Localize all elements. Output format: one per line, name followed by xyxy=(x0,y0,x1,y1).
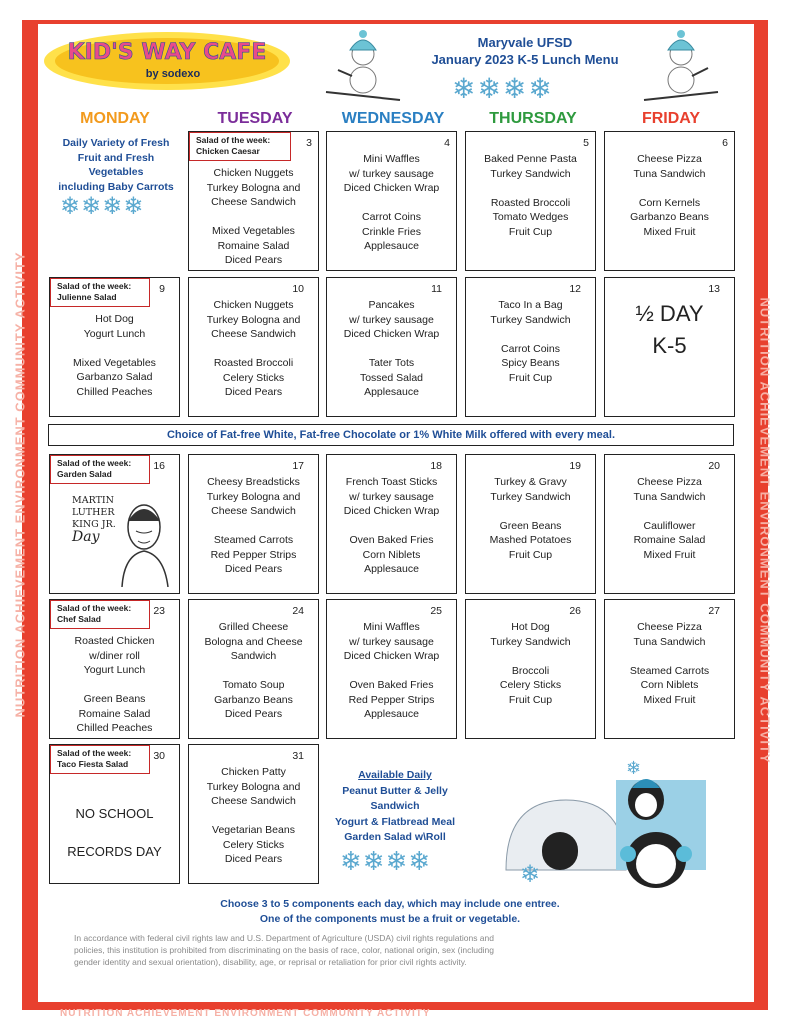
day-cell-jan-23 xyxy=(49,599,180,739)
date-number: 23 xyxy=(153,605,165,617)
menu-item: Applesauce xyxy=(364,240,419,252)
note-line: Daily Variety of Fresh xyxy=(62,137,170,149)
date-number: 16 xyxy=(153,460,165,472)
menu-item: Oven Baked Fries xyxy=(349,534,434,546)
menu-item: Cheese Sandwich xyxy=(211,196,296,208)
available-item: Garden Salad w\Roll xyxy=(344,831,446,843)
menu-item xyxy=(466,504,595,519)
menu-item: Spicy Beans xyxy=(501,357,560,369)
snowflakes-header: ❄❄❄❄ xyxy=(452,73,554,104)
day-cell-jan-16 xyxy=(49,454,180,594)
menu-item: Diced Chicken Wrap xyxy=(343,650,440,662)
date-number: 3 xyxy=(306,137,312,149)
menu-items xyxy=(327,620,456,722)
menu-item: Tomato Wedges xyxy=(492,211,569,223)
menu-item: Corn Kernels xyxy=(638,196,701,209)
note-line: Vegetables xyxy=(88,166,144,178)
menu-items xyxy=(466,298,595,385)
menu-item: Sandwich xyxy=(230,650,277,662)
salad-label: Salad of the week: xyxy=(57,748,132,758)
day-cell-jan-31 xyxy=(188,744,319,884)
salad-label: Salad of the week: xyxy=(196,135,271,145)
half-day-notice xyxy=(605,298,734,362)
date-number: 25 xyxy=(430,605,442,617)
menu-item: Cheese Pizza xyxy=(637,621,702,633)
menu-item: Cauliflower xyxy=(643,519,696,532)
menu-items xyxy=(189,166,318,268)
menu-item xyxy=(50,678,179,693)
date-number: 4 xyxy=(444,137,450,149)
menu-item: Fruit Cup xyxy=(508,371,553,384)
day-cell-jan-26 xyxy=(465,599,596,739)
menu-items xyxy=(50,312,179,399)
menu-item: Garbanzo Salad xyxy=(76,371,153,383)
salad-of-week xyxy=(50,455,150,484)
menu-item: Garbanzo Beans xyxy=(214,693,293,706)
menu-item: Diced Pears xyxy=(224,386,283,398)
day-header-tuesday: TUESDAY xyxy=(217,110,293,127)
menu-item: Romaine Salad xyxy=(633,534,706,546)
date-number: 26 xyxy=(569,605,581,617)
menu-item xyxy=(327,664,456,679)
day-header-friday: FRIDAY xyxy=(641,110,701,127)
menu-items xyxy=(327,475,456,577)
menu-item: Turkey Sandwich xyxy=(490,490,571,503)
day-cell-jan-4 xyxy=(326,131,457,271)
menu-title: January 2023 K-5 Lunch Menu xyxy=(431,52,619,67)
menu-item: Yogurt Lunch xyxy=(83,664,146,676)
available-item: Peanut Butter & Jelly xyxy=(342,784,448,797)
menu-item: w/ turkey sausage xyxy=(349,635,434,648)
menu-item: Baked Penne Pasta xyxy=(484,153,577,165)
menu-item: Mashed Potatoes xyxy=(489,534,572,546)
menu-items xyxy=(466,475,595,562)
menu-header xyxy=(400,34,650,68)
menu-item: Red Pepper Strips xyxy=(348,693,435,706)
menu-item: Tomato Soup xyxy=(222,679,285,691)
menu-item: Taco In a Bag xyxy=(498,299,563,311)
menu-item: Fruit Cup xyxy=(508,225,553,238)
mlk-line: KING JR. xyxy=(72,519,116,530)
day-cell-jan-18 xyxy=(326,454,457,594)
day-cell-jan-6 xyxy=(604,131,735,271)
salad-name: Julienne Salad xyxy=(57,292,117,302)
menu-item xyxy=(466,327,595,342)
menu-items xyxy=(605,620,734,707)
menu-items xyxy=(189,620,318,722)
menu-item: Chicken Nuggets xyxy=(213,299,294,311)
components-line: Choose 3 to 5 components each day, which may include one entree. xyxy=(220,898,560,910)
available-daily xyxy=(330,768,460,846)
menu-item: Turkey Bologna and xyxy=(206,313,301,326)
menu-item: Grilled Cheese xyxy=(218,621,289,633)
menu-item xyxy=(189,210,318,225)
menu-item: Mixed Vegetables xyxy=(212,225,295,237)
day-cell-jan-17 xyxy=(188,454,319,594)
menu-item: Diced Chicken Wrap xyxy=(343,505,440,517)
menu-item: Celery Sticks xyxy=(222,838,285,851)
menu-item: Broccoli xyxy=(511,664,550,677)
menu-item: Fruit Cup xyxy=(508,548,553,561)
menu-item: Bologna and Cheese xyxy=(204,635,303,648)
date-number: 6 xyxy=(722,137,728,149)
menu-item: Steamed Carrots xyxy=(213,534,294,546)
day-cell-jan-25 xyxy=(326,599,457,739)
menu-item: Cheese Sandwich xyxy=(211,328,296,340)
no-school-label: NO SCHOOL xyxy=(75,806,154,821)
salad-name: Taco Fiesta Salad xyxy=(57,759,129,769)
menu-item: Steamed Carrots xyxy=(629,664,710,677)
menu-item xyxy=(50,341,179,356)
menu-item: Fruit Cup xyxy=(508,693,553,706)
menu-item xyxy=(466,649,595,664)
half-day-label: ½ DAY xyxy=(635,301,704,326)
menu-item: Celery Sticks xyxy=(222,371,285,384)
menu-item xyxy=(189,809,318,824)
salad-name: Garden Salad xyxy=(57,469,112,479)
border-text-bottom: NUTRITION ACHIEVEMENT ENVIRONMENT COMMUNITY ACTIVITY xyxy=(60,1008,431,1019)
menu-item: Turkey Bologna and xyxy=(206,490,301,503)
salad-of-week xyxy=(189,132,291,161)
day-cell-jan-5 xyxy=(465,131,596,271)
border-text-right: NUTRITION ACHIEVEMENT ENVIRONMENT COMMUNITY ACTIVITY xyxy=(757,297,773,764)
menu-item: Corn Niblets xyxy=(640,679,699,691)
logo-subtitle: by sodexo xyxy=(145,68,201,80)
menu-item xyxy=(605,181,734,196)
day-header-monday: MONDAY xyxy=(80,110,150,127)
menu-item: Yogurt Lunch xyxy=(83,327,146,340)
available-heading: Available Daily xyxy=(358,769,432,781)
menu-item: Red Pepper Strips xyxy=(210,548,297,561)
day-header-thursday: THURSDAY xyxy=(489,110,577,127)
menu-item: Mixed Vegetables xyxy=(73,356,156,369)
menu-items xyxy=(189,475,318,577)
menu-item: Cheese Pizza xyxy=(637,476,702,488)
date-number: 24 xyxy=(292,605,304,617)
menu-item xyxy=(189,519,318,534)
snowman-left-icon xyxy=(318,30,408,102)
menu-item xyxy=(327,519,456,534)
day-cell-jan-12 xyxy=(465,277,596,417)
note-line: Fruit and Fresh xyxy=(77,151,155,164)
menu-item: Roasted Chicken xyxy=(74,635,155,647)
menu-item: Celery Sticks xyxy=(499,679,562,691)
day-cell-jan-3 xyxy=(188,131,319,271)
menu-item: Mixed Fruit xyxy=(643,548,696,561)
menu-item: Oven Baked Fries xyxy=(349,679,434,691)
menu-item xyxy=(189,342,318,357)
closure-notice xyxy=(50,795,179,871)
date-number: 30 xyxy=(153,750,165,762)
logo-title: KID'S WAY CAFE xyxy=(67,40,267,65)
menu-item xyxy=(605,649,734,664)
menu-item: Diced Pears xyxy=(224,708,283,720)
day-cell-jan-9 xyxy=(49,277,180,417)
menu-item: Turkey Sandwich xyxy=(490,167,571,180)
menu-item: Green Beans xyxy=(83,693,146,705)
menu-item: Tuna Sandwich xyxy=(633,635,706,648)
available-item: Yogurt & Flatbread Meal xyxy=(335,815,455,828)
salad-of-week xyxy=(50,278,150,307)
date-number: 31 xyxy=(292,750,304,762)
available-item: Sandwich xyxy=(370,800,420,812)
menu-item xyxy=(327,342,456,357)
menu-item xyxy=(189,664,318,679)
components-note xyxy=(80,897,700,927)
snowflakes-available: ❄❄❄❄ xyxy=(340,846,432,876)
menu-item: Tossed Salad xyxy=(359,371,424,384)
menu-items xyxy=(327,298,456,400)
salad-of-week xyxy=(50,745,150,774)
menu-item: Crinkle Fries xyxy=(362,225,421,238)
menu-item: Diced Chicken Wrap xyxy=(343,328,440,340)
date-number: 19 xyxy=(569,460,581,472)
menu-items xyxy=(605,475,734,562)
menu-item: Cheesy Breadsticks xyxy=(207,476,300,488)
snowflakes-monday: ❄❄❄❄ xyxy=(60,193,145,220)
menu-items xyxy=(327,152,456,254)
menu-item: w/ turkey sausage xyxy=(349,167,434,180)
day-cell-jan-24 xyxy=(188,599,319,739)
menu-items xyxy=(189,765,318,867)
salad-name: Chef Salad xyxy=(57,614,101,624)
menu-item: Roasted Broccoli xyxy=(213,357,294,369)
menu-item: Green Beans xyxy=(499,519,562,532)
menu-item: Applesauce xyxy=(364,708,419,720)
note-line: including Baby Carrots xyxy=(58,180,174,193)
day-cell-jan-13 xyxy=(604,277,735,417)
menu-item: Cheese Sandwich xyxy=(211,795,296,807)
menu-items xyxy=(466,152,595,239)
svg-text:❄: ❄ xyxy=(626,760,642,778)
menu-item: w/ turkey sausage xyxy=(349,313,434,326)
menu-item: Diced Pears xyxy=(224,853,283,865)
menu-items xyxy=(466,620,595,707)
salad-label: Salad of the week: xyxy=(57,458,132,468)
menu-item: Cheese Sandwich xyxy=(211,505,296,517)
salad-label: Salad of the week: xyxy=(57,603,132,613)
menu-item: Turkey Bologna and xyxy=(206,780,301,793)
day-cell-jan-27 xyxy=(604,599,735,739)
menu-item: Pancakes xyxy=(368,299,415,311)
menu-item: Turkey Sandwich xyxy=(490,313,571,326)
grade-label: K-5 xyxy=(652,333,687,358)
day-cell-jan-11 xyxy=(326,277,457,417)
menu-item: Applesauce xyxy=(364,386,419,398)
civil-rights-statement: In accordance with federal civil rights law and U.S. Department of Agriculture (USDA) civil rights regulations and policies, this institution is prohibited from discriminating on the basis of race, color, national origin, sex (including gender identity and sexual orientation), disability, age, or reprisal or retaliation for prior civil rights activity. xyxy=(74,933,495,967)
menu-item: Romaine Salad xyxy=(217,239,290,252)
menu-item: Hot Dog xyxy=(511,621,550,633)
records-day-label: RECORDS DAY xyxy=(67,844,162,859)
date-number: 10 xyxy=(292,283,304,295)
menu-item: Carrot Coins xyxy=(362,211,421,223)
svg-text:❄: ❄ xyxy=(520,861,541,888)
menu-item: Applesauce xyxy=(364,563,419,575)
menu-items xyxy=(605,152,734,239)
menu-item: Diced Pears xyxy=(224,254,283,266)
menu-item: Chicken Nuggets xyxy=(213,167,294,179)
menu-item: Tuna Sandwich xyxy=(633,490,706,503)
menu-item: Turkey & Gravy xyxy=(494,476,567,488)
date-number: 11 xyxy=(431,283,442,295)
menu-item xyxy=(605,504,734,519)
menu-item: Diced Pears xyxy=(224,563,283,575)
menu-item: Chilled Peaches xyxy=(76,722,153,734)
menu-item: Tater Tots xyxy=(368,357,415,369)
date-number: 12 xyxy=(569,283,581,295)
menu-items xyxy=(189,298,318,400)
menu-item: Turkey Sandwich xyxy=(490,635,571,648)
day-cell-jan-30 xyxy=(49,744,180,884)
menu-item: Mini Waffles xyxy=(363,621,420,633)
mlk-portrait-icon xyxy=(114,491,174,587)
salad-label: Salad of the week: xyxy=(57,281,132,291)
menu-item: Chicken Patty xyxy=(221,766,286,778)
components-line: One of the components must be a fruit or vegetable. xyxy=(259,913,521,925)
menu-item: Carrot Coins xyxy=(501,342,560,355)
date-number: 5 xyxy=(583,137,589,149)
menu-item: Mini Waffles xyxy=(363,153,420,165)
date-number: 9 xyxy=(159,283,165,295)
salad-of-week xyxy=(50,600,150,629)
menu-item xyxy=(466,181,595,196)
day-header-wednesday: WEDNESDAY xyxy=(341,110,445,127)
menu-item: Romaine Salad xyxy=(78,707,151,720)
menu-item: Hot Dog xyxy=(95,313,134,325)
menu-item: Diced Chicken Wrap xyxy=(343,182,440,194)
menu-item: Cheese Pizza xyxy=(637,153,702,165)
mlk-line: Day xyxy=(72,529,100,545)
date-number: 18 xyxy=(430,460,442,472)
mlk-line: MARTIN xyxy=(72,495,114,506)
milk-banner: Choice of Fat-free White, Fat-free Chocolate or 1% White Milk offered with every meal. xyxy=(48,424,734,446)
menu-item: w/ turkey sausage xyxy=(349,490,434,503)
day-cell-jan-20 xyxy=(604,454,735,594)
menu-item: w/diner roll xyxy=(89,649,140,662)
menu-item: Corn Niblets xyxy=(362,548,421,561)
date-number: 13 xyxy=(708,283,720,295)
mlk-line: LUTHER xyxy=(72,507,115,518)
menu-item: Turkey Bologna and xyxy=(206,181,301,194)
date-number: 17 xyxy=(292,460,304,472)
menu-item: Chilled Peaches xyxy=(76,385,153,398)
day-cell-jan-19 xyxy=(465,454,596,594)
border-text-left: NUTRITION ACHIEVEMENT ENVIRONMENT COMMUNITY ACTIVITY xyxy=(12,251,28,718)
monday-daily-note xyxy=(52,136,180,194)
salad-name: Chicken Caesar xyxy=(196,146,260,156)
menu-item: French Toast Sticks xyxy=(345,476,438,488)
menu-item: Mixed Fruit xyxy=(643,225,696,238)
menu-item xyxy=(327,196,456,211)
menu-item: Mixed Fruit xyxy=(643,693,696,706)
menu-item: Tuna Sandwich xyxy=(633,167,706,180)
igloo-penguins-illustration xyxy=(496,760,726,890)
menu-item: Vegetarian Beans xyxy=(212,824,295,836)
menu-item: Roasted Broccoli xyxy=(490,196,571,209)
menu-items xyxy=(50,634,179,736)
date-number: 20 xyxy=(708,460,720,472)
date-number: 27 xyxy=(708,605,720,617)
day-cell-jan-10 xyxy=(188,277,319,417)
menu-item: Garbanzo Beans xyxy=(630,211,709,223)
district-name: Maryvale UFSD xyxy=(477,35,573,50)
